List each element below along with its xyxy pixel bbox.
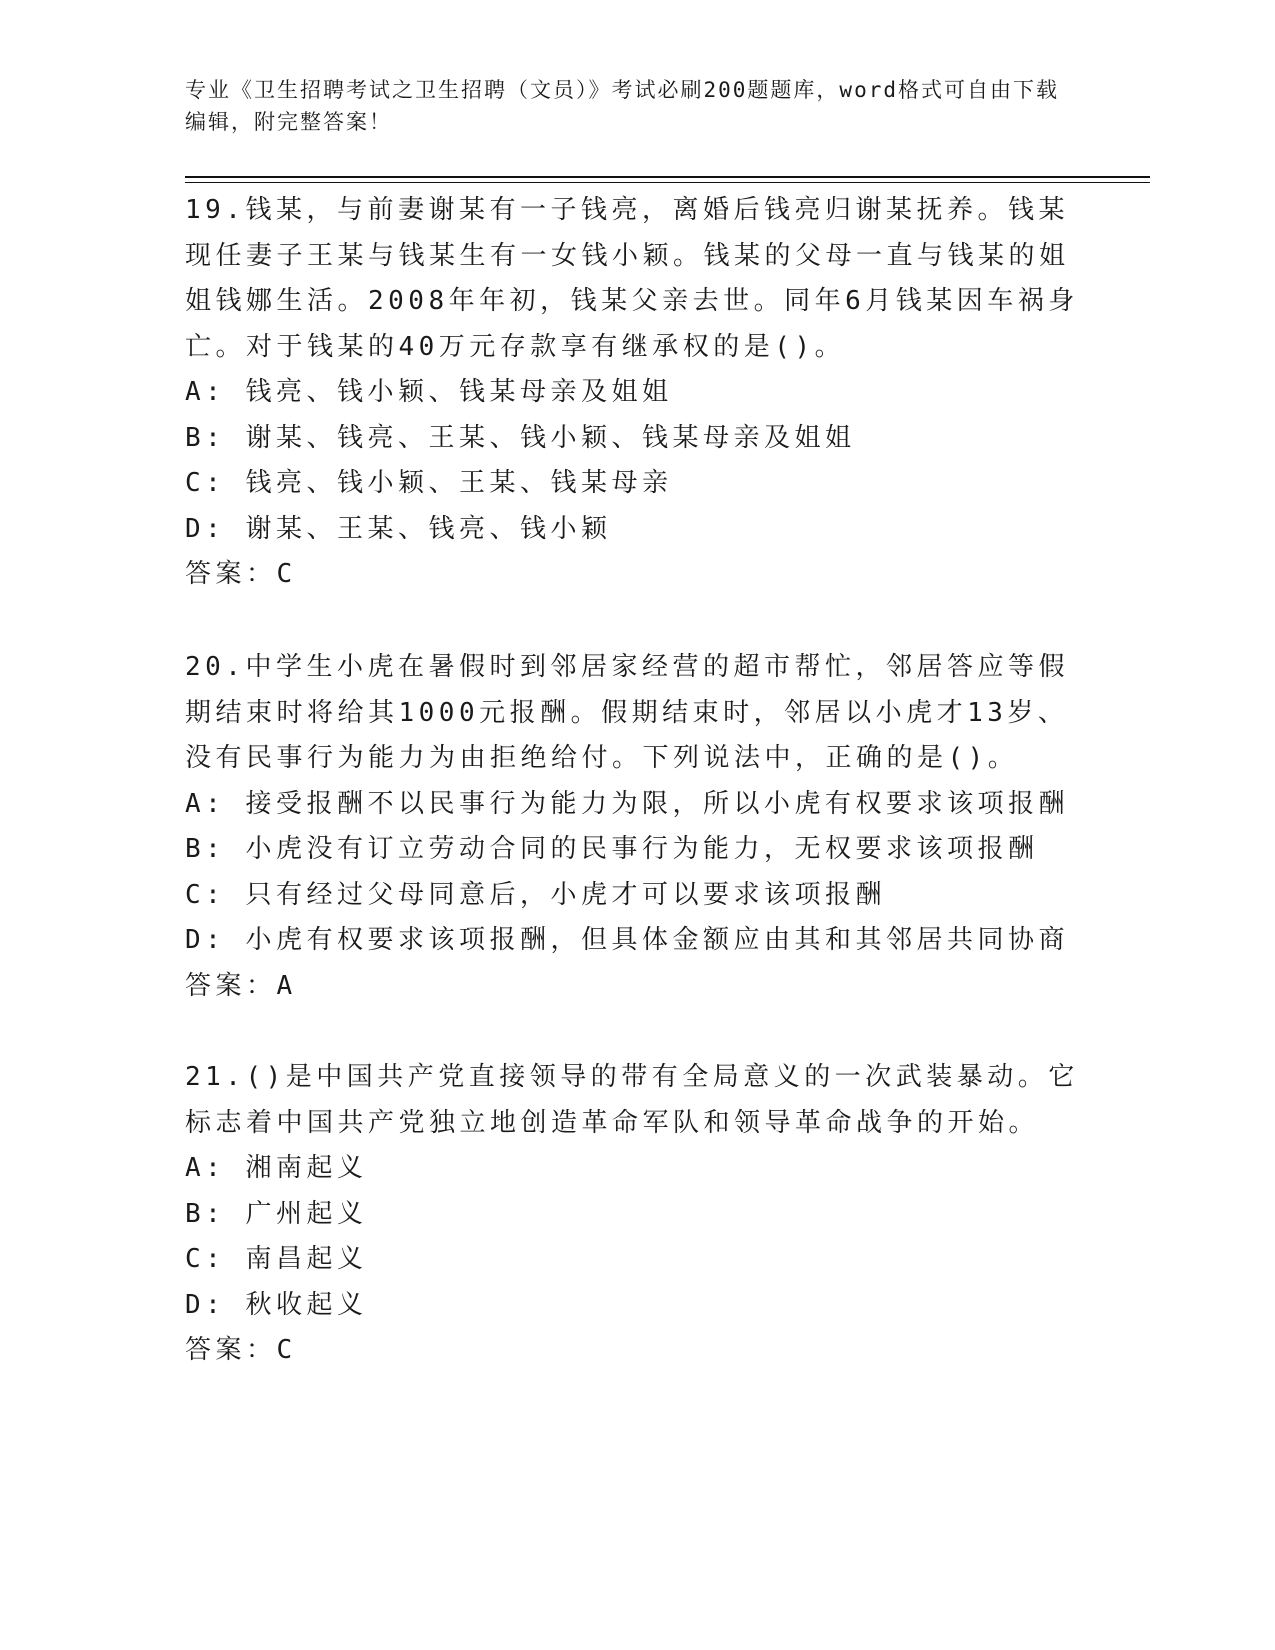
option-b: B: 谢某、钱亮、王某、钱小颖、钱某母亲及姐姐 [185,422,856,453]
answer: 答案：A [185,970,297,1001]
question-19 [185,188,1085,598]
option-c: C: 钱亮、钱小颖、王某、钱某母亲 [185,468,673,498]
option-d: D: 小虎有权要求该项报酬，但具体金额应由其和其邻居共同协商 [185,925,1069,955]
question-stem: 20.中学生小虎在暑假时到邻居家经营的超市帮忙，邻居答应等假期结束时将给其1000元报酬。假期结束时，邻居以小虎才13岁、没有民事行为能力为由拒绝给付。下列说法中，正确的是()。 [185,652,1069,773]
header-divider-thick [185,176,1150,178]
option-a: A: 湘南起义 [185,1153,368,1183]
option-c: C: 只有经过父母同意后，小虎才可以要求该项报酬 [185,879,886,910]
header-divider-thin [185,182,1150,183]
question-stem: 19.钱某，与前妻谢某有一子钱亮，离婚后钱亮归谢某抚养。钱某现任妻子王某与钱某生有一女钱小颖。钱某的父母一直与钱某的姐姐钱娜生活。2008年年初，钱某父亲去世。同年6月钱某因车祸身亡。对于钱某的40万元存款享有继承权的是()。 [185,195,1079,362]
option-b: B: 小虎没有订立劳动合同的民事行为能力，无权要求该项报酬 [185,834,1039,864]
option-b: B: 广州起义 [185,1198,368,1229]
question-21 [185,1055,1085,1374]
answer: 答案：C [185,559,297,589]
option-d: D: 谢某、王某、钱亮、钱小颖 [185,513,612,544]
document-header: 专业《卫生招聘考试之卫生招聘（文员）》考试必刷200题题库，word格式可自由下载编辑，附完整答案！ [185,78,1059,134]
option-c: C: 南昌起义 [185,1244,368,1274]
question-20 [185,645,1085,1009]
question-stem: 21.()是中国共产党直接领导的带有全局意义的一次武装暴动。它标志着中国共产党独立地创造革命军队和领导革命战争的开始。 [185,1062,1079,1138]
option-d: D: 秋收起义 [185,1289,368,1320]
option-a: A: 钱亮、钱小颖、钱某母亲及姐姐 [185,377,673,407]
answer: 答案：C [185,1335,297,1365]
option-a: A: 接受报酬不以民事行为能力为限，所以小虎有权要求该项报酬 [185,788,1069,819]
